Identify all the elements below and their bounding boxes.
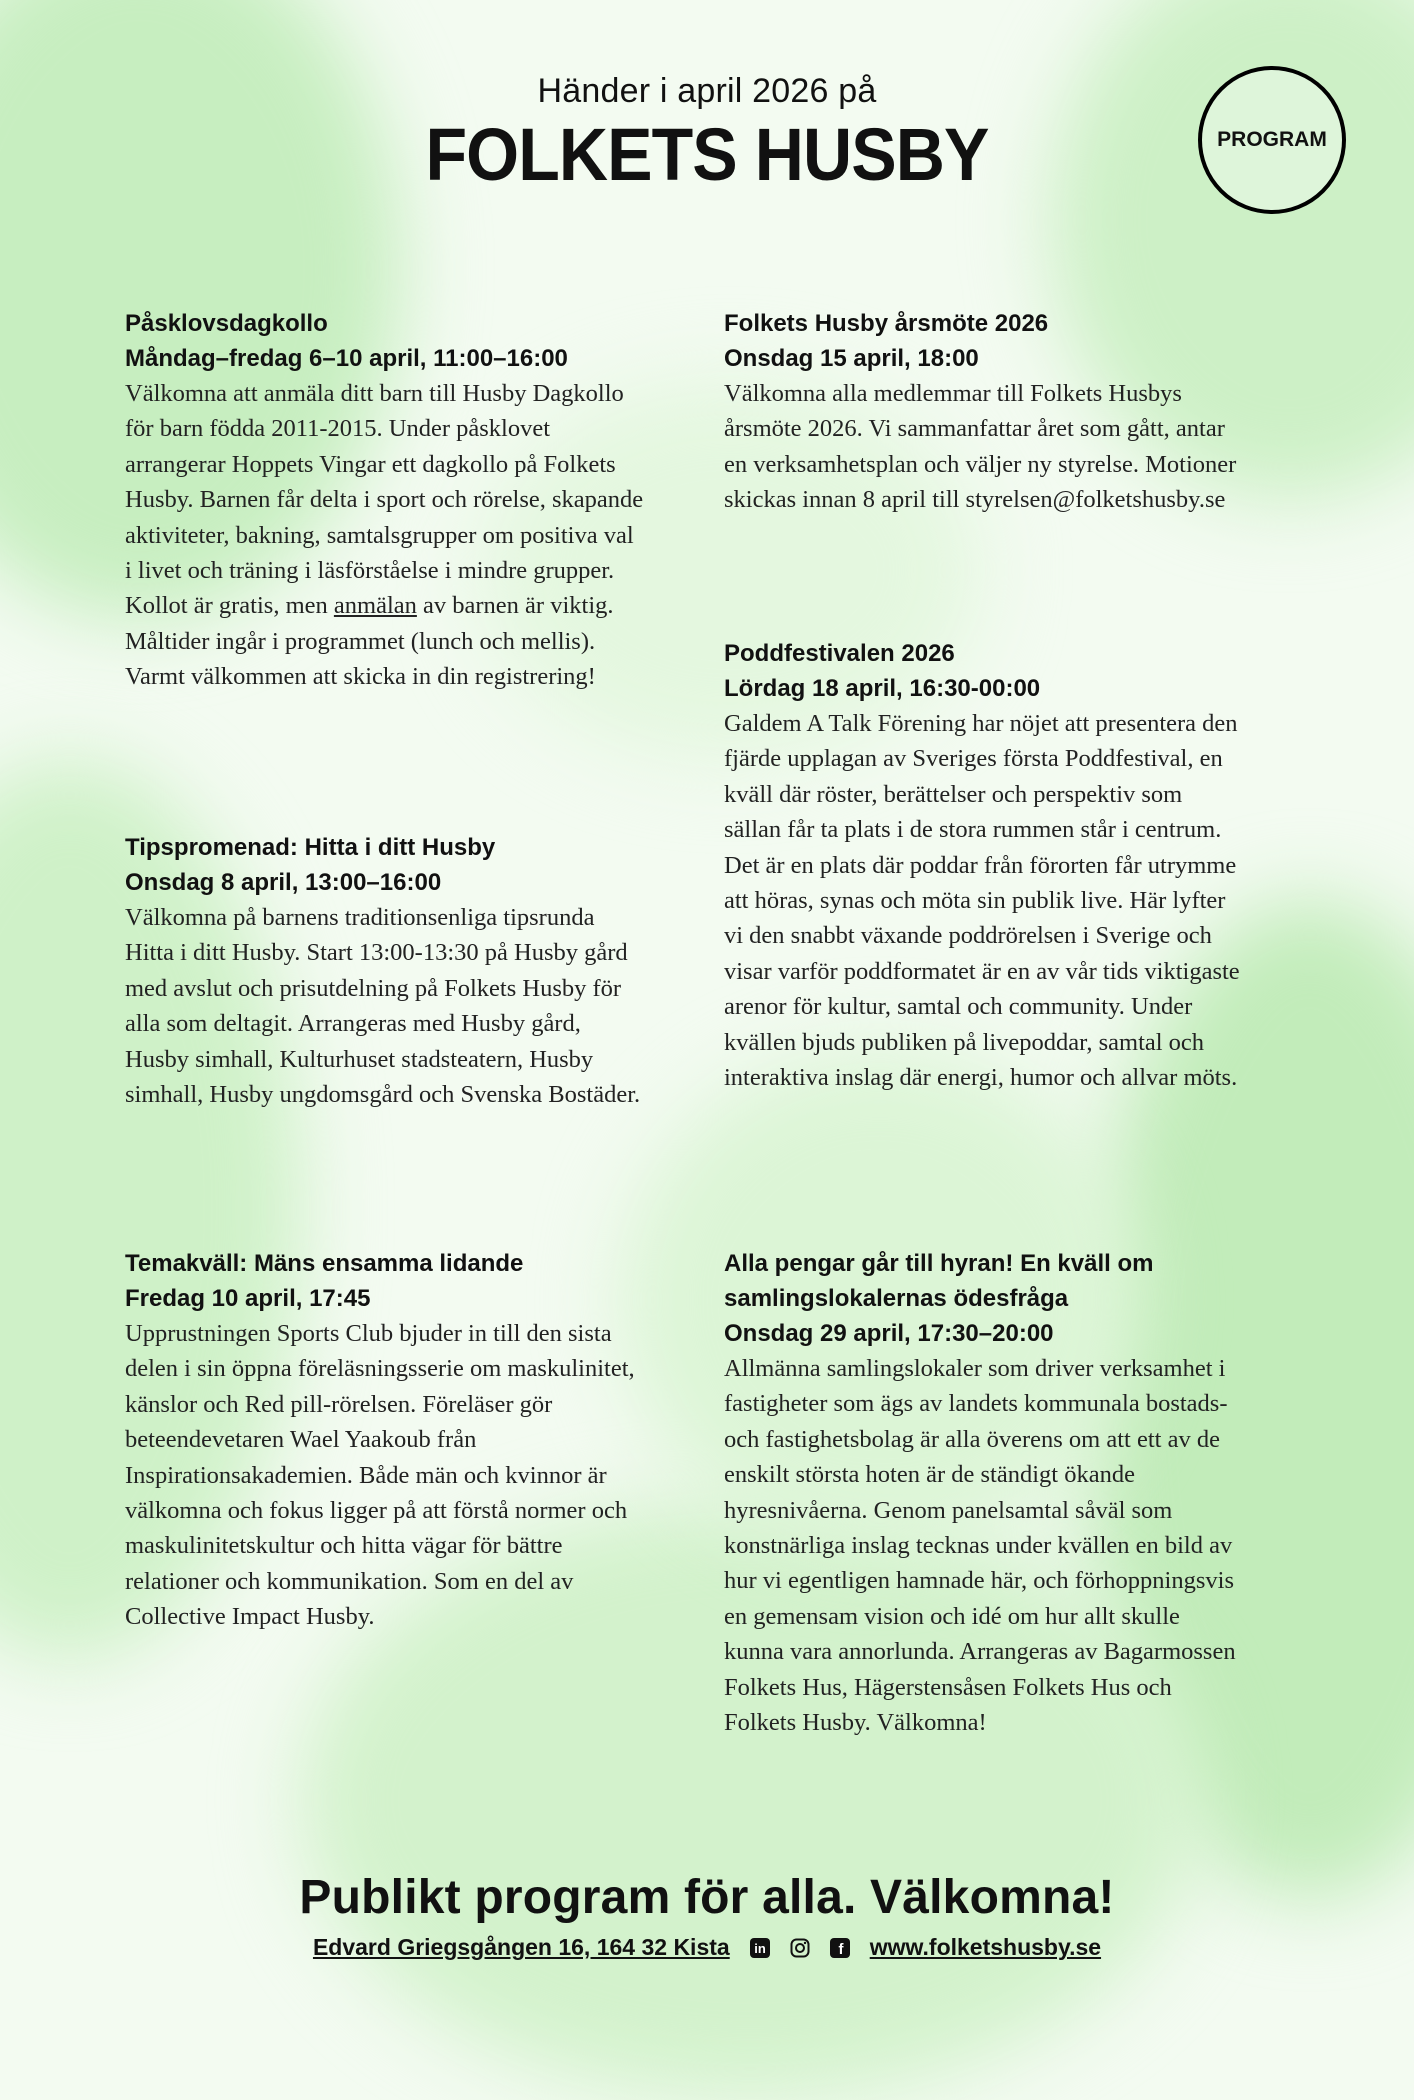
event-temakvall: [125, 1246, 645, 1635]
footer-contact: [0, 1934, 1414, 1961]
event-date: Måndag–fredag 6–10 april, 11:00–16:00: [125, 345, 568, 372]
event-date: Onsdag 29 april, 17:30–20:00: [724, 1320, 1054, 1347]
event-arsmote: [724, 306, 1244, 518]
program-badge: PROGRAM: [1198, 66, 1346, 214]
event-description: Välkomna alla medlemmar till Folkets Husbys årsmöte 2026. Vi sammanfattar året som gått, antar en verksamhetsplan och väljer ny styrelse. Motioner skickas innan 8 april till styrelsen@folketshusby.se: [724, 380, 1237, 514]
event-description: Välkomna att anmäla ditt barn till Husby Dagkollo för barn födda 2011-2015. Under påsklovet arrangerar Hoppets Vingar ett dagkollo på Folkets Husby. Barnen får delta i sport och rörelse, skapande aktiviteter, bakning, samtalsgrupper om positiva val i livet och träning i läsförståelse i mindre grupper. Kollot är gratis, men anmälan av barnen är viktig. Måltider ingår i programmet (lunch och mellis). Varmt välkommen att skicka in din registrering!: [125, 380, 644, 691]
registration-link[interactable]: anmälan: [333, 592, 417, 620]
linkedin-icon[interactable]: [750, 1938, 770, 1958]
event-title: Folkets Husby årsmöte 2026: [724, 310, 1049, 337]
facebook-icon[interactable]: [830, 1938, 850, 1958]
event-title: Poddfestivalen 2026: [724, 640, 955, 667]
event-description: Välkomna på barnens traditionsenliga tipsrunda Hitta i ditt Husby. Start 13:00-13:30 på Husby gård med avslut och prisutdelning på Folkets Husby för alla som deltagit. Arrangeras med Husby gård, Husby simhall, Kulturhuset stadsteatern, Husby simhall, Husby ungdomsgård och Svenska Bostäder.: [125, 904, 641, 1109]
event-description: Galdem A Talk Förening har nöjet att presentera den fjärde upplagan av Sveriges första Poddfestival, en kväll där röster, berättelser och perspektiv som sällan får ta plats i de stora rummen står i centrum. Det är en plats där poddar från förorten får utrymme att höras, synas och möta sin publik live. Här lyfter vi den snabbt växande poddrörelsen i Sverige och visar varför poddformatet är en av vår tids viktigaste arenor för kultur, samtal och community. Under kvällen bjuds publiken på livepoddar, samtal och interaktiva inslag där energi, humor och allvar möts.: [724, 710, 1240, 1092]
event-tipspromenad: [125, 830, 645, 1112]
event-poddfestivalen: [724, 636, 1244, 1095]
event-title: Påsklovsdagkollo: [125, 310, 328, 337]
event-title: Alla pengar går till hyran! En kväll om samlingslokalernas ödesfråga: [724, 1250, 1154, 1312]
event-date: Lördag 18 april, 16:30-00:00: [724, 675, 1041, 702]
event-hyran: [724, 1246, 1244, 1740]
folkets-husby-logo: FOLKETS HUSBY: [425, 113, 989, 196]
page-subtitle: Händer i april 2026 på: [537, 72, 877, 110]
event-title: Tipspromenad: Hitta i ditt Husby: [125, 834, 496, 861]
website-link[interactable]: www.folketshusby.se: [869, 1934, 1102, 1960]
event-description: Allmänna samlingslokaler som driver verksamhet i fastigheter som ägs av landets kommunala bostads- och fastighetsbolag är alla överens om att ett av de enskilt största hoten är de ständigt ökande hyresnivåerna. Genom panelsamtal såväl som konstnärliga inslag tecknas under kvällen en bild av hur vi egentligen hamnade här, och förhoppningsvis en gemensam vision och idé om hur allt skulle kunna vara annorlunda. Arrangeras av Bagarmossen Folkets Hus, Hägerstensåsen Folkets Hus och Folkets Husby. Välkomna!: [724, 1355, 1236, 1737]
svg-text:in: in: [753, 1940, 766, 1956]
address-link[interactable]: Edvard Griegsgången 16, 164 32 Kista: [312, 1934, 730, 1960]
instagram-icon[interactable]: [790, 1938, 810, 1958]
event-date: Fredag 10 april, 17:45: [125, 1285, 371, 1312]
event-paskdagkollo: [125, 306, 645, 695]
svg-text:f: f: [838, 1940, 844, 1958]
event-date: Onsdag 8 april, 13:00–16:00: [125, 869, 442, 896]
event-description: Upprustningen Sports Club bjuder in till den sista delen i sin öppna föreläsningsserie om maskulinitet, känslor och Red pill-rörelsen. Föreläser gör beteendevetaren Wael Yaakoub från Inspirationsakademien. Både män och kvinnor är välkomna och fokus ligger på att förstå normer och maskulinitetskultur och hitta vägar för bättre relationer och kommunikation. Som en del av Collective Impact Husby.: [125, 1320, 635, 1631]
event-title: Temakväll: Mäns ensamma lidande: [125, 1250, 524, 1277]
event-date: Onsdag 15 april, 18:00: [724, 345, 979, 372]
footer-title: Publikt program för alla. Välkomna!: [299, 1871, 1115, 1924]
